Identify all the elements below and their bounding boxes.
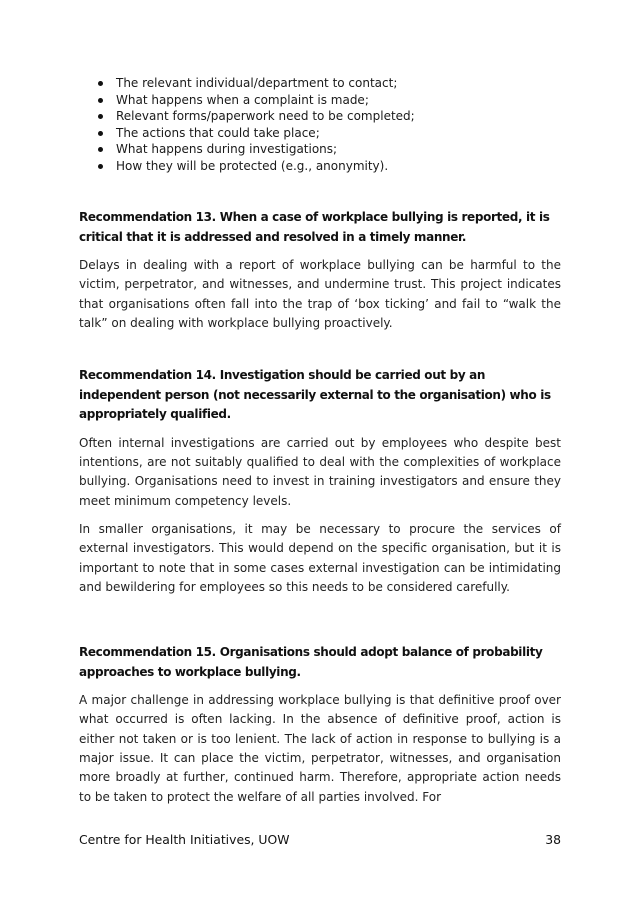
recommendation-15-paragraph: A major challenge in addressing workplace bullying is that definitive proof over what occurred is often lacking. In the absence of definitive proof, action is either not taken or is too lenient. The lack of action in response to bullying is a major issue. It can place the victim, perpetrator, witnesses, and organisation more broadly at further, continued harm. Therefore, appropriate action needs to be taken to protect the welfare of all parties involved. For [79,693,561,804]
list-item: What happens when a complaint is made; [82,92,562,109]
recommendation-13-paragraph: Delays in dealing with a report of workplace bullying can be harmful to the victim, perpetrator, and witnesses, and undermine trust. This project indicates that organisations often fall into the trap of ‘box ticking’ and fail to “walk the talk” on dealing with workplace bullying proactively. [79,258,561,331]
bullet-list [82,75,562,175]
list-item: How they will be protected (e.g., anonymity). [82,158,562,175]
list-item: The relevant individual/department to contact; [82,75,562,92]
recommendation-14-paragraph-2: In smaller organisations, it may be necessary to procure the services of external investigators. This would depend on the specific organisation, but it is important to note that in some cases external investigation can be intimidating and bewildering for employees so this needs to be considered carefully. [79,521,561,594]
list-item: What happens during investigations; [82,141,562,158]
recommendation-13-heading: Recommendation 13. When a case of workplace bullying is reported, it is critical that it is addressed and resolved in a timely manner. [79,210,550,244]
page-number: 38 [545,832,561,847]
list-item: The actions that could take place; [82,125,562,142]
recommendation-14-section [79,366,561,597]
recommendation-14-heading: Recommendation 14. Investigation should be carried out by an independent person (not necessarily external to the organisation) who is appropriately qualified. [79,368,551,422]
recommendation-14-paragraph-1: Often internal investigations are carried out by employees who despite best intentions, are not suitably qualified to deal with the complexities of workplace bullying. Organisations need to invest in training investigators and ensure they meet minimum competency levels. [79,435,561,508]
recommendation-15-section [79,643,561,807]
footer-organisation: Centre for Health Initiatives, UOW [79,832,290,847]
recommendation-15-heading: Recommendation 15. Organisations should adopt balance of probability approaches to workplace bullying. [79,645,543,679]
list-item: Relevant forms/paperwork need to be completed; [82,108,562,125]
recommendation-13-section [79,208,561,333]
